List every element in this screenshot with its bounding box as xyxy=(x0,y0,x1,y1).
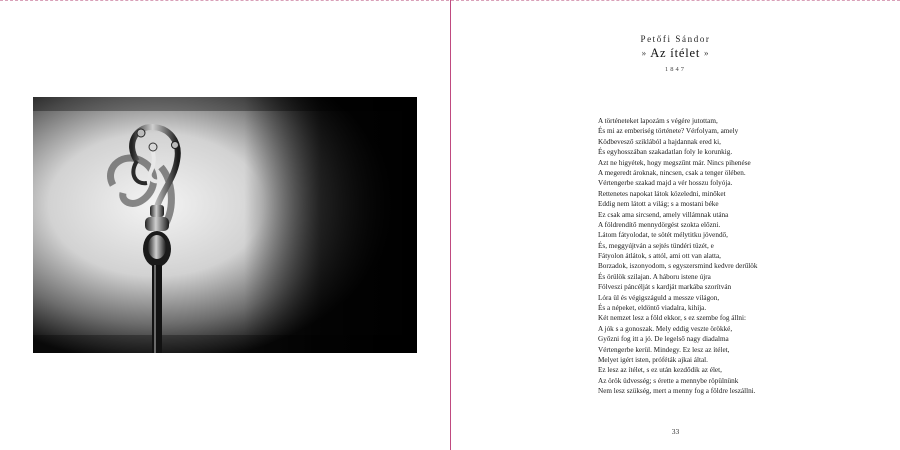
poem-line: Ez lesz az ítélet, s ez után kezdődik az élet, xyxy=(598,366,722,375)
poem-line: Vértengerbe szakad majd a vér hosszu folyója. xyxy=(598,179,733,188)
poem-line: Győzni fog itt a jó. De legelső nagy diadalma xyxy=(598,335,729,344)
poem-line: És mi az emberiség története? Vérfolyam, amely xyxy=(598,127,739,136)
poem-line: Az örök üdvesség; s érette a mennybe röpülnünk xyxy=(598,376,739,385)
crosier-staff-icon xyxy=(33,97,417,353)
poem-line: Eddig nem látott a világ; s a mostani béke xyxy=(598,200,719,209)
poem-year: 1847 xyxy=(665,66,686,73)
poem-line: És egyhosszában szakadatlan foly le korunkig. xyxy=(598,148,733,157)
poem-line: A földrendítő mennydörgést szokta előzni. xyxy=(598,220,721,229)
poem-line: Borzadok, iszonyodom, s egyszersmind kedvre derűlök xyxy=(598,262,758,271)
poem-line: Ködbevesző sziklából a hajdannak ered ki, xyxy=(598,137,721,146)
poem-line: Azt ne higyétek, hogy megszűnt már. Nincs pihenése xyxy=(598,158,751,167)
poem-line: Két nemzet lesz a föld ekkor, s ez szembe fog állni: xyxy=(598,314,746,323)
poem-line: Fölveszi páncélját s kardját markába szorítván xyxy=(598,283,732,292)
poem-line: A megeredt ároknak, nincsen, csak a tenger ölében. xyxy=(598,168,746,177)
poem-line: Lóra ül és végigszáguld a messze világon, xyxy=(598,293,720,302)
right-page xyxy=(451,0,900,450)
poem-line: A történeteket lapozám s végére jutottam, xyxy=(598,117,718,125)
poem-line: Melyet igért isten, próféták ajkai által. xyxy=(598,355,708,364)
poem-line: Vértengerbe kerül. Mindegy. Ez lesz az ítélet, xyxy=(598,345,730,354)
poem-line: Látom fátyolodat, te sötét mélytitku jövendő, xyxy=(598,231,728,240)
poem-title-line xyxy=(451,46,900,61)
poem-line: Fátyolon átlátok, s attól, ami ott van alatta, xyxy=(598,252,721,261)
poem-line: Nem lesz szükség, mert a menny fog a földre leszállni. xyxy=(598,387,756,396)
poem-line: És a népeket, eldöntő viadalra, kihíja. xyxy=(598,304,707,313)
poem-line: A jók s a gonoszak. Mely eddig veszte örökké, xyxy=(598,324,733,333)
poem-title: Az ítélet xyxy=(650,46,701,60)
poem-line: És örülök szilajan. A háboru istene újra xyxy=(598,272,711,281)
crosier-photo xyxy=(33,97,417,353)
title-ornament-right: » xyxy=(704,48,710,58)
poem-line: Rettenetes napokat látok közeledni, minőket xyxy=(598,189,726,198)
poem-body xyxy=(598,116,888,397)
author-name: Petőfi Sándor xyxy=(640,34,711,44)
poem-line: És, meggyújtván a sejtés tündéri tüzét, e xyxy=(598,241,714,250)
poem-line: Ez csak ama sircsend, amely villámnak utána xyxy=(598,210,729,219)
page-number: 33 xyxy=(671,427,680,436)
title-ornament-left: » xyxy=(641,48,647,58)
